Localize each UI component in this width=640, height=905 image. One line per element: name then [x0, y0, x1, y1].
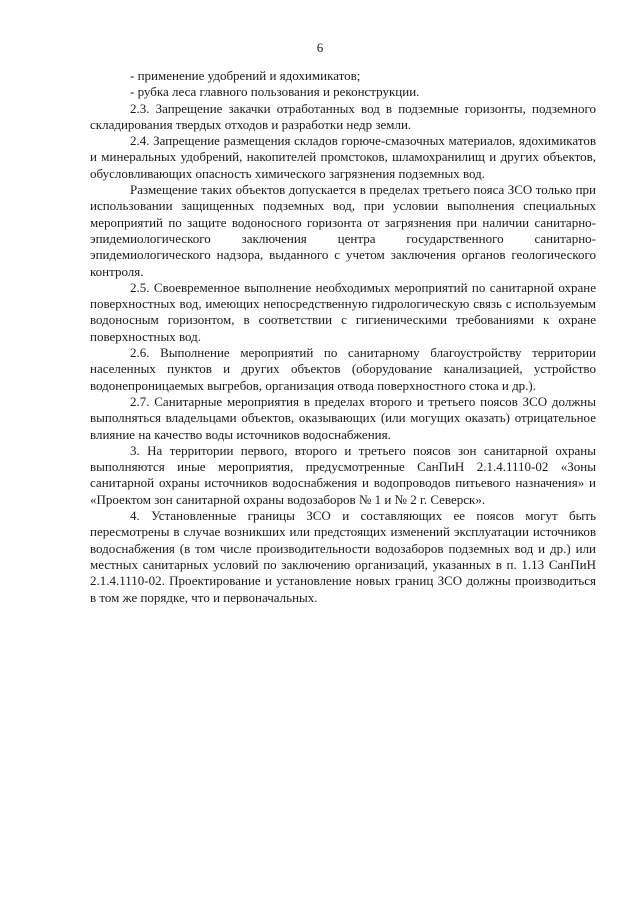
paragraph-2-3: 2.3. Запрещение закачки отработанных вод в подземные горизонты, подземного складирования твердых отходов и разработки недр земли. — [90, 100, 596, 132]
list-item-logging: - рубка леса главного пользования и реконструкции. — [130, 84, 420, 100]
paragraph-placement: Размещение таких объектов допускается в пределах третьего пояса ЗСО только при использовании защищенных подземных вод, при условии выполнения специальных мероприятий по защите водоносного горизонта от загрязнения при наличии санитарно-эпидемиологического заключения центра государственного санитарно-эпидемиологического надзора, выданного с учетом заключения органов геологического контроля. — [90, 182, 596, 279]
paragraph-2-7: 2.7. Санитарные мероприятия в пределах второго и третьего поясов ЗСО должны выполняться владельцами объектов, оказывающих (или могущих оказать) отрицательное влияние на качество воды источников водоснабжения. — [90, 393, 596, 442]
document-body — [90, 68, 596, 606]
paragraph-2-6: 2.6. Выполнение мероприятий по санитарному благоустройству территории населенных пунктов и других объектов (оборудование канализацией, устройство водонепроницаемых выгребов, организация отвода поверхностного стока и др.). — [90, 345, 596, 393]
paragraph-4: 4. Установленные границы ЗСО и составляющих ее поясов могут быть пересмотрены в случае возникших или предстоящих изменений эксплуатации источников водоснабжения (в том числе производительности водозаборов подземных вод и др.) или местных санитарных условий по заключению организаций, указанных в п. 1.13 СанПиН 2.1.4.1110-02. Проектирование и установление новых границ ЗСО должны производиться в том же порядке, что и первоначальных. — [90, 508, 596, 605]
paragraph-2-5: 2.5. Своевременное выполнение необходимых мероприятий по санитарной охране поверхностных вод, имеющих непосредственную гидрологическую связь с используемым водоносным горизонтом, в соответствии с гигиеническими требованиями к охране поверхностных вод. — [90, 279, 596, 344]
paragraph-2-4: 2.4. Запрещение размещения складов горюче-смазочных материалов, ядохимикатов и минеральных удобрений, накопителей промстоков, шламохранилищ и других объектов, обусловливающих опасность химического загрязнения подземных вод. — [90, 133, 596, 181]
paragraph-3: 3. На территории первого, второго и третьего поясов зон санитарной охраны выполняются иные мероприятия, предусмотренные СанПиН 2.1.4.1110-02 «Зоны санитарной охраны источников водоснабжения и водопроводов питьевого назначения» и «Проектом зон санитарной охраны водозаборов № 1 и № 2 г. Северск». — [90, 442, 596, 507]
list-item-fertilizers: - применение удобрений и ядохимикатов; — [130, 68, 361, 83]
page-number: 6 — [316, 40, 324, 55]
